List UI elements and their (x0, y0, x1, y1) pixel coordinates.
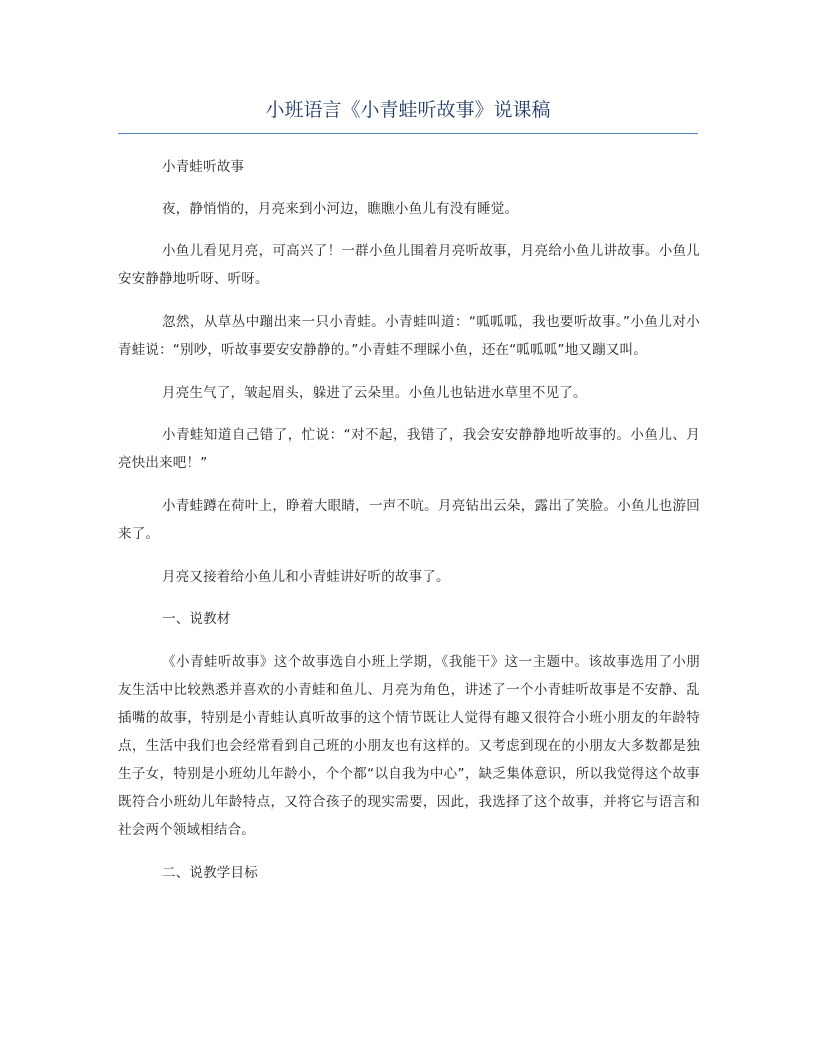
paragraph: 月亮生气了，皱起眉头，躲进了云朵里。小鱼儿也钻进水草里不见了。 (162, 385, 587, 401)
paragraph: 小青蛙知道自己错了，忙说：“对不起，我错了，我会安安静静地听故事的。小鱼儿、月亮快出来吧！” (118, 427, 700, 471)
paragraph: 夜，静悄悄的，月亮来到小河边，瞧瞧小鱼儿有没有睡觉。 (162, 201, 519, 217)
section-heading: 二、说教学目标 (162, 865, 258, 881)
paragraph: 小青蛙蹲在荷叶上，睁着大眼睛，一声不吭。月亮钻出云朵，露出了笑脸。小鱼儿也游回来了。 (118, 498, 700, 542)
section-heading: 一、说教材 (162, 611, 231, 627)
document-title: 小班语言《小青蛙听故事》说课稿 (265, 99, 551, 121)
paragraph: 忽然，从草丛中蹦出来一只小青蛙。小青蛙叫道：“呱呱呱，我也要听故事。”小鱼儿对小青蛙说：“别吵，听故事要安安静静的。”小青蛙不理睬小鱼，还在“呱呱呱”地又蹦又叫。 (118, 314, 700, 358)
paragraph: 小鱼儿看见月亮，可高兴了！一群小鱼儿围着月亮听故事，月亮给小鱼儿讲故事。小鱼儿安安静静地听呀、听呀。 (118, 243, 700, 287)
paragraph: 月亮又接着给小鱼儿和小青蛙讲好听的故事了。 (162, 569, 450, 585)
story-title: 小青蛙听故事 (162, 159, 245, 175)
document-body (118, 153, 700, 887)
paragraph: 《小青蛙听故事》这个故事选自小班上学期，《我能干》这一主题中。该故事选用了小朋友生活中比较熟悉并喜欢的小青蛙和鱼儿、月亮为角色，讲述了一个小青蛙听故事是不安静、乱插嘴的故事，特别是小青蛙认真听故事的这个情节既让人觉得有趣又很符合小班小朋友的年龄特点，生活中我们也会经常看到自己班的小朋友也有这样的。又考虑到现在的小朋友大多数都是独生子女，特别是小班幼儿年龄小，个个都“以自我为中心”，缺乏集体意识，所以我觉得这个故事既符合小班幼儿年龄特点，又符合孩子的现实需要，因此，我选择了这个故事，并将它与语言和社会两个领域相结合。 (118, 654, 700, 838)
title-underline (118, 133, 698, 134)
